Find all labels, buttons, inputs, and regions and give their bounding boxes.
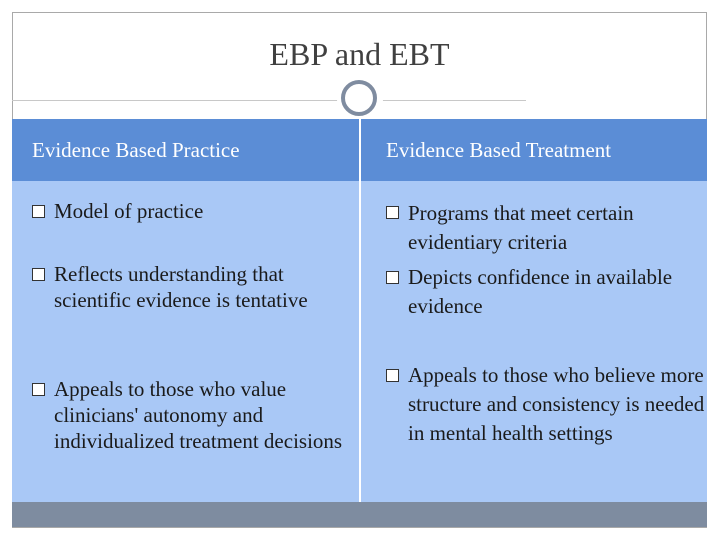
title-divider-right bbox=[380, 100, 526, 101]
checkbox-bullet-icon bbox=[32, 268, 45, 281]
header-evidence-based-treatment: Evidence Based Treatment bbox=[386, 138, 612, 162]
column-divider bbox=[359, 119, 361, 502]
footer-bar bbox=[12, 502, 707, 527]
list-item: Reflects understanding that scientific evidence is tentative bbox=[54, 262, 308, 312]
checkbox-bullet-icon bbox=[386, 206, 399, 219]
header-evidence-based-practice: Evidence Based Practice bbox=[32, 138, 240, 162]
list-item: Model of practice bbox=[54, 199, 204, 223]
ring-ornament-icon bbox=[341, 80, 377, 116]
list-item: Depicts confidence in available evidence bbox=[408, 265, 673, 318]
slide-title: EBP and EBT bbox=[269, 36, 450, 72]
checkbox-bullet-icon bbox=[32, 383, 45, 396]
checkbox-bullet-icon bbox=[32, 205, 45, 218]
list-item: Appeals to those who value clinicians' autonomy and individualized treatment decisions bbox=[54, 377, 343, 453]
title-divider-left bbox=[12, 100, 342, 101]
checkbox-bullet-icon bbox=[386, 369, 399, 382]
list-item: Programs that meet certain evidentiary criteria bbox=[408, 201, 634, 254]
checkbox-bullet-icon bbox=[386, 271, 399, 284]
list-item: Appeals to those who believe more structure and consistency is needed in mental health settings bbox=[408, 363, 705, 445]
